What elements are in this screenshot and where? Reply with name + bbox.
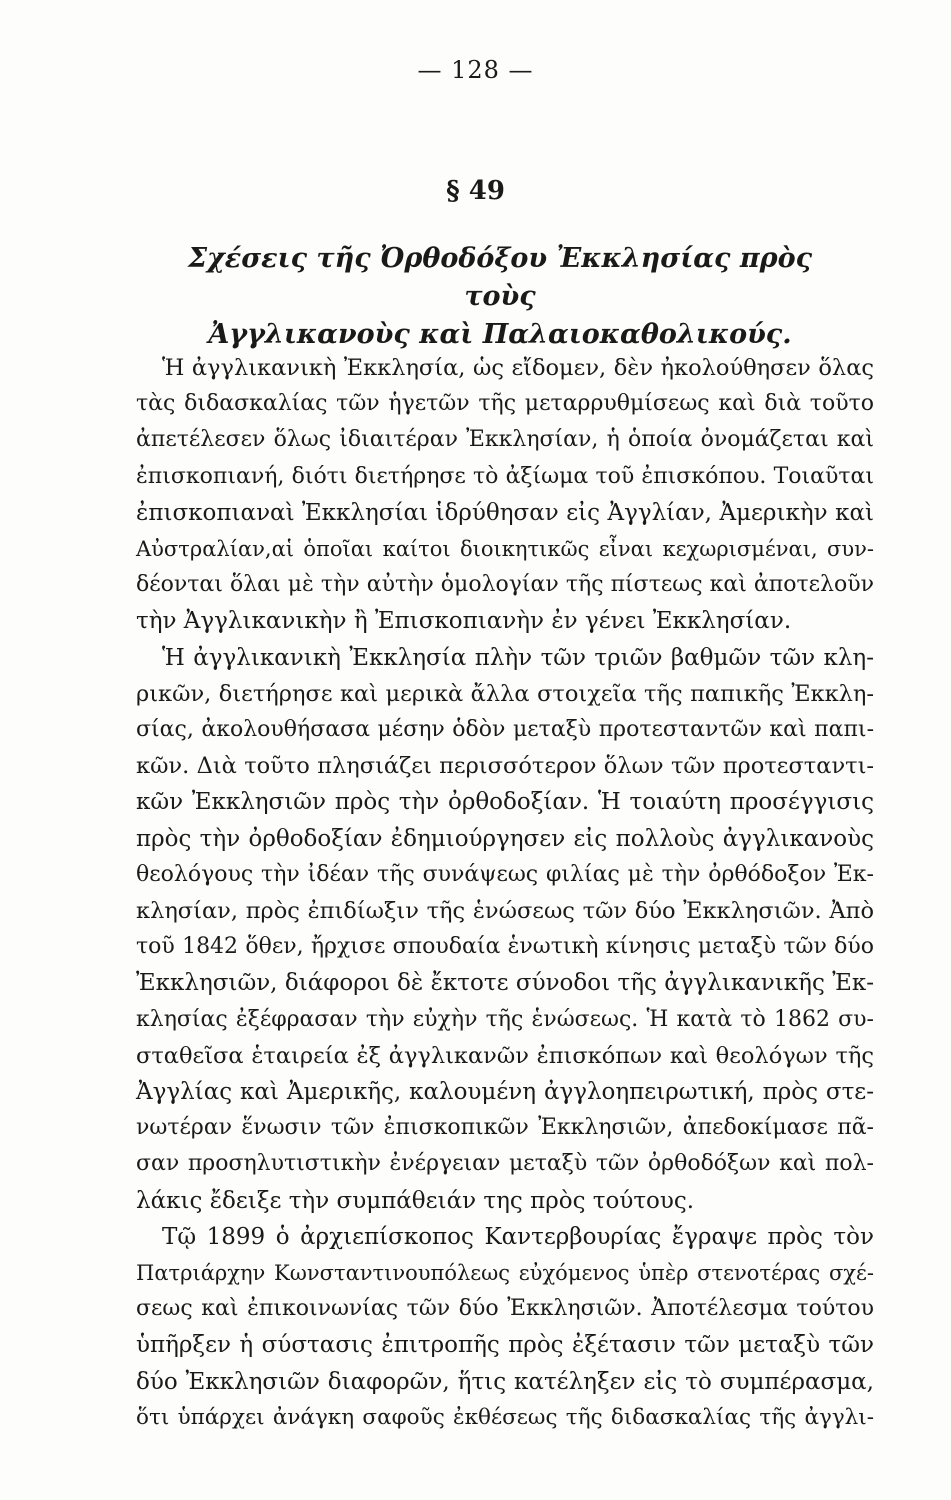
text-line: πρὸς τὴν ὀρθοδοξίαν ἐδημιούργησεν εἰς πολλοὺς ἀγγλικανοὺς — [136, 825, 874, 852]
text-line: Ἡ ἀγγλικανικὴ Ἐκκλησία πλὴν τῶν τριῶν βαθμῶν τῶν κλη- — [162, 644, 874, 671]
text-line: νωτέραν ἕνωσιν τῶν ἐπισκοπικῶν Ἐκκλησιῶν, ἀπεδοκίμασε πᾶ- — [136, 1115, 874, 1141]
text-line: λάκις ἔδειξε τὴν συμπάθειάν της πρὸς τούτους. — [136, 1187, 695, 1214]
text-line: ὑπῆρξεν ἡ σύστασις ἐπιτροπῆς πρὸς ἐξέτασιν τῶν μεταξὺ τῶν — [136, 1332, 874, 1359]
page-number: — 128 — — [417, 56, 534, 84]
body-text — [136, 350, 874, 1436]
text-line: κλησίας ἐξέφρασαν τὴν εὐχὴν τῆς ἑνώσεως. Ἡ κατὰ τὸ 1862 συ- — [136, 1006, 874, 1032]
text-line: σίας, ἀκολουθήσασα μέσην ὁδὸν μεταξὺ προτεσταντῶν καὶ παπι- — [136, 717, 874, 743]
text-line: Αὐστραλίαν,αἱ ὁποῖαι καίτοι διοικητικῶς εἶναι κεχωρισμέναι, συν- — [136, 537, 874, 562]
heading-line: Ἀγγλικανοὺς καὶ Παλαιοκαθολικούς. — [208, 319, 792, 350]
text-line: ἀπετέλεσεν ὅλως ἰδιαιτέραν Ἐκκλησίαν, ἡ ὁποία ὀνομάζεται καὶ — [136, 427, 874, 453]
text-line: ὅτι ὑπάρχει ἀνάγκη σαφοῦς ἐκθέσεως τῆς διδασκαλίας τῆς ἀγγλι- — [136, 1404, 874, 1430]
heading-line: Σχέσεις τῆς Ὀρθοδόξου Ἐκκλησίας πρὸς τοὺς — [187, 243, 813, 312]
text-line: δύο Ἐκκλησιῶν διαφορῶν, ἥτις κατέληξεν εἰς τὸ συμπέρασμα, — [136, 1368, 874, 1395]
text-line: σεως καὶ ἐπικοινωνίας τῶν δύο Ἐκκλησιῶν. Ἀποτέλεσμα τούτου — [136, 1296, 874, 1322]
text-line: ρικῶν, διετήρησε καὶ μερικὰ ἄλλα στοιχεῖα τῆς παπικῆς Ἐκκλη- — [136, 680, 874, 707]
text-line: Ἐκκλησιῶν, διάφοροι δὲ ἔκτοτε σύνοδοι τῆς ἀγγλικανικῆς Ἐκ- — [136, 970, 874, 997]
text-line: κῶν Ἐκκλησιῶν πρὸς τὴν ὀρθοδοξίαν. Ἡ τοιαύτη προσέγγισις — [136, 789, 874, 816]
section-number: § 49 — [446, 176, 505, 206]
section-heading — [150, 240, 850, 354]
text-line: ἐπισκοπιανή, διότι διετήρησε τὸ ἀξίωμα τοῦ ἐπισκόπου. Τοιαῦται — [136, 463, 874, 489]
text-line: Πατριάρχην Κωνσταντινουπόλεως εὐχόμενος ὑπὲρ στενοτέρας σχέ- — [136, 1261, 874, 1286]
text-line: τὰς διδασκαλίας τῶν ἡγετῶν τῆς μεταρρυθμίσεως καὶ διὰ τοῦτο — [136, 391, 874, 417]
text-line: δέονται ὅλαι μὲ τὴν αὐτὴν ὁμολογίαν τῆς πίστεως καὶ ἀποτελοῦν — [136, 572, 874, 598]
text-line: τοῦ 1842 ὅθεν, ἤρχισε σπουδαία ἑνωτικὴ κίνησις μεταξὺ τῶν δύο — [136, 934, 874, 960]
text-line: σταθεῖσα ἑταιρεία ἐξ ἀγγλικανῶν ἐπισκόπων καὶ θεολόγων τῆς — [136, 1042, 874, 1069]
text-line: Ἡ ἀγγλικανικὴ Ἐκκλησία, ὡς εἴδομεν, δὲν ἠκολούθησεν ὅλας — [162, 355, 874, 381]
text-line: τὴν Ἀγγλικανικὴν ἢ Ἐπισκοπιανὴν ἐν γένει Ἐκκλησίαν. — [136, 608, 792, 635]
text-line: κλησίαν, πρὸς ἐπιδίωξιν τῆς ἑνώσεως τῶν δύο Ἐκκλησιῶν. Ἀπὸ — [136, 898, 874, 925]
text-line: σαν προσηλυτιστικὴν ἐνέργειαν μεταξὺ τῶν ὀρθοδόξων καὶ πολ- — [136, 1151, 874, 1177]
text-line: Ἀγγλίας καὶ Ἀμερικῆς, καλουμένη ἀγγλοηπειρωτική, πρὸς στε- — [136, 1079, 874, 1106]
text-line: Τῷ 1899 ὁ ἀρχιεπίσκοπος Καντερβουρίας ἔγραψε πρὸς τὸν — [162, 1223, 874, 1250]
text-line: θεολόγους τὴν ἰδέαν τῆς συνάψεως φιλίας μὲ τὴν ὀρθόδοξον Ἐκ- — [136, 861, 874, 887]
text-line: ἐπισκοπιαναὶ Ἐκκλησίαι ἱδρύθησαν εἰς Ἀγγλίαν, Ἀμερικὴν καὶ — [136, 499, 874, 526]
text-line: κῶν. Διὰ τοῦτο πλησιάζει περισσότερον ὅλων τῶν προτεσταντι- — [136, 753, 874, 780]
